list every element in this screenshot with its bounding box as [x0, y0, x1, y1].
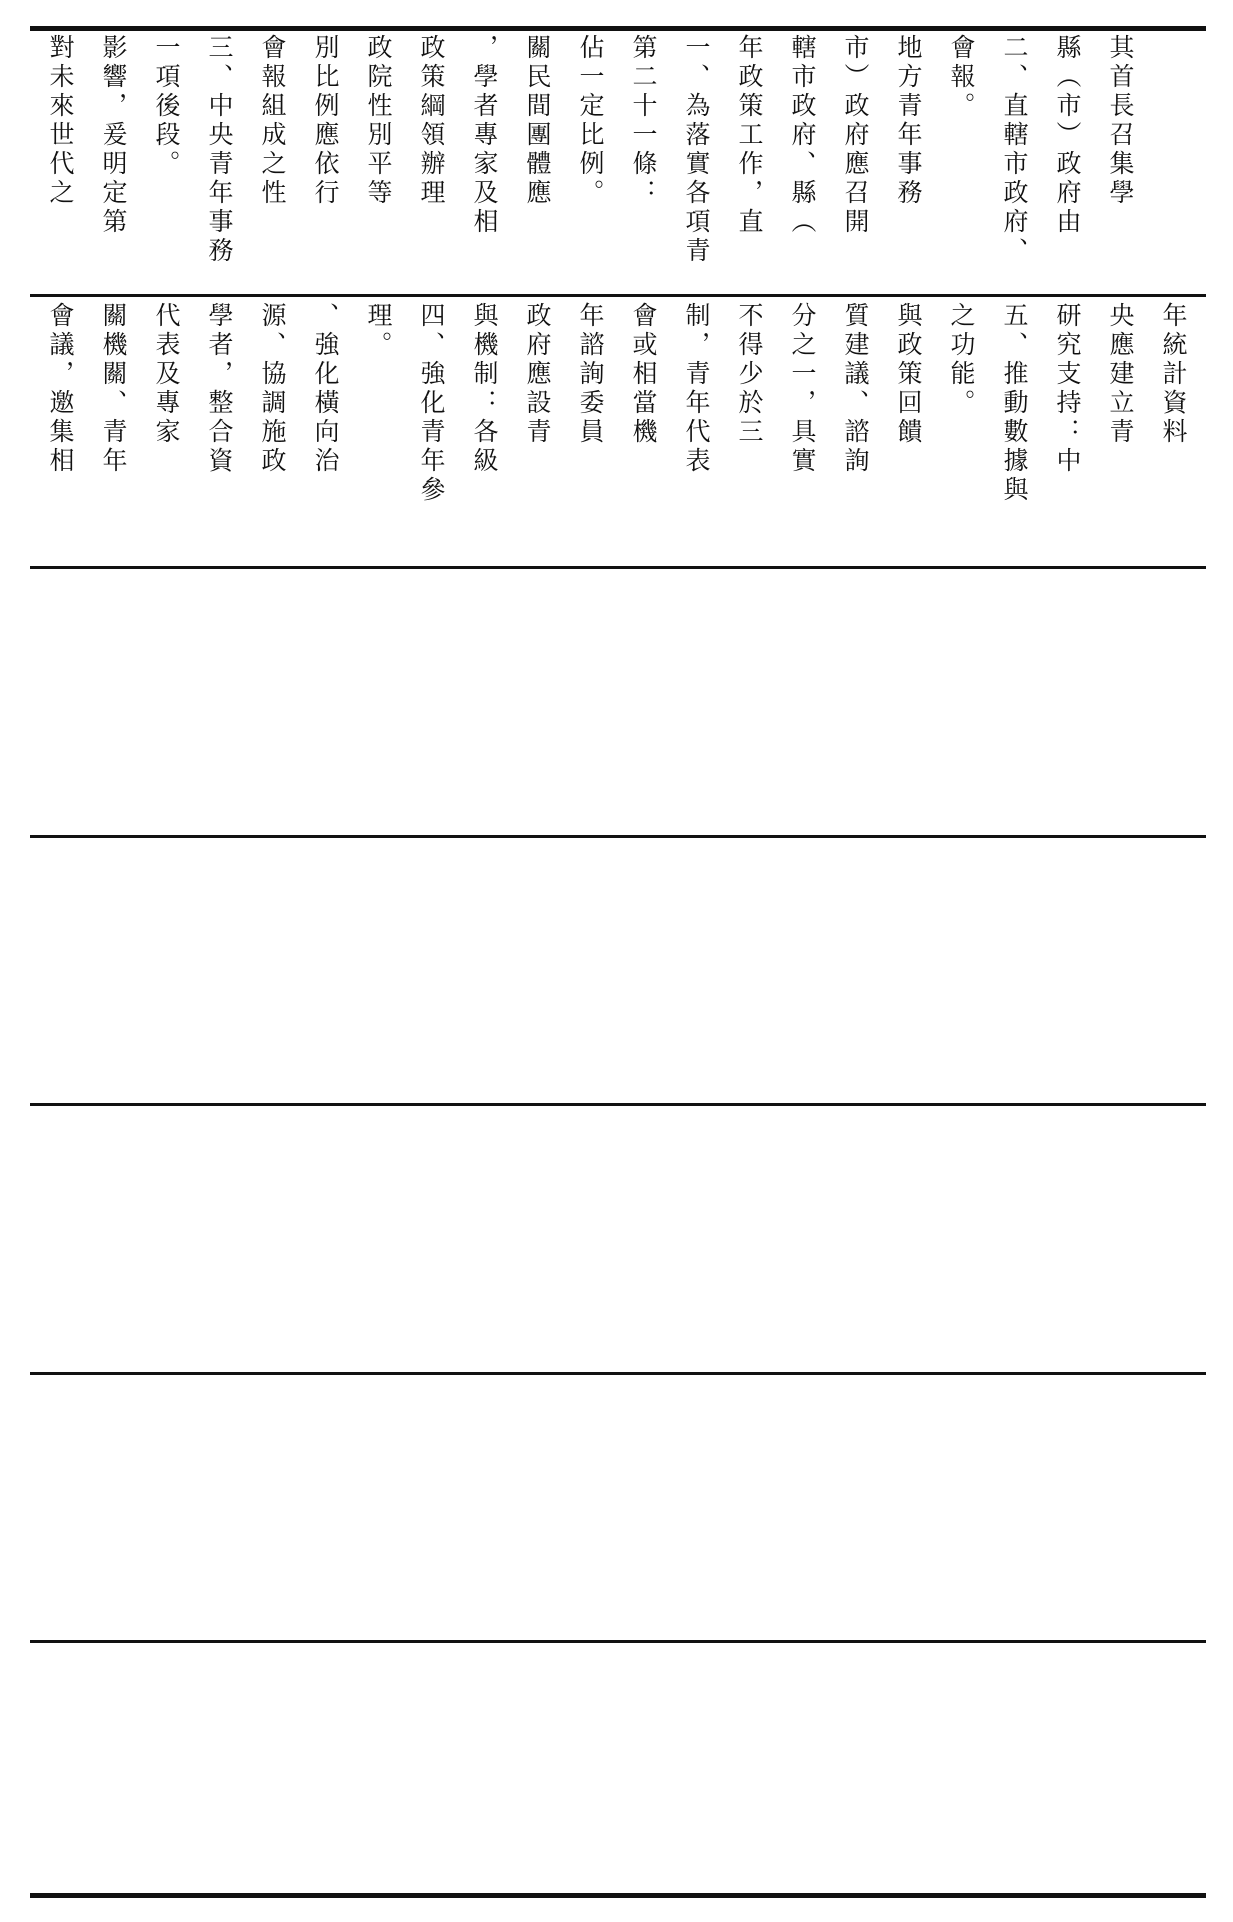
- text-column: 之功能。: [947, 302, 976, 418]
- text-column: 年諮詢委員: [576, 302, 605, 447]
- text-column: 會報。: [947, 34, 976, 121]
- text-column: 分之一，具實: [788, 302, 817, 476]
- text-column: 縣（市）政府由: [1053, 34, 1082, 237]
- text-column: 央應建立青: [1106, 302, 1135, 447]
- text-column: 其首長召集學: [1106, 34, 1135, 208]
- text-column: 代表及專家: [152, 302, 181, 447]
- text-column: 四、強化青年參: [417, 302, 446, 505]
- text-column: 理。: [364, 302, 393, 360]
- text-column: 年統計資料: [1159, 302, 1188, 447]
- text-column: 會或相當機: [629, 302, 658, 447]
- text-column: 五、推動數據與: [1000, 302, 1029, 505]
- text-column: 一、為落實各項青: [682, 34, 711, 266]
- text-column: 地方青年事務: [894, 34, 923, 208]
- divider-rule: [30, 566, 1206, 569]
- divider-rule: [30, 1640, 1206, 1643]
- text-column: 、強化橫向治: [311, 302, 340, 476]
- text-column: 三、中央青年事務: [205, 34, 234, 266]
- text-column: 關機關、青年: [99, 302, 128, 476]
- text-column: 一項後段。: [152, 34, 181, 179]
- text-column: 第二十一條：: [629, 34, 658, 208]
- second-text-section: [40, 302, 1200, 562]
- text-column: 市）政府應召開: [841, 34, 870, 237]
- text-column: 與政策回饋: [894, 302, 923, 447]
- text-column: 二、直轄市政府、: [1000, 34, 1029, 266]
- text-column: 轄市政府、縣（: [788, 34, 817, 237]
- text-column: 影響，爰明定第: [99, 34, 128, 237]
- text-column: 政院性別平等: [364, 34, 393, 208]
- divider-rule: [30, 294, 1206, 297]
- text-column: 會議，邀集相: [46, 302, 75, 476]
- text-column: 會報組成之性: [258, 34, 287, 208]
- text-column: 不得少於三: [735, 302, 764, 447]
- text-column: 政府應設青: [523, 302, 552, 447]
- text-column: 對未來世代之: [46, 34, 75, 208]
- text-column: 關民間團體應: [523, 34, 552, 208]
- text-column: 佔一定比例。: [576, 34, 605, 208]
- text-column: 研究支持：中: [1053, 302, 1082, 476]
- top-text-section: [40, 34, 1200, 284]
- text-column: 源、協調施政: [258, 302, 287, 476]
- text-column: ，學者專家及相: [470, 34, 499, 237]
- text-column: 制，青年代表: [682, 302, 711, 476]
- text-column: 學者，整合資: [205, 302, 234, 476]
- divider-rule: [30, 1103, 1206, 1106]
- top-border-rule: [30, 26, 1206, 31]
- text-column: 別比例應依行: [311, 34, 340, 208]
- text-column: 與機制：各級: [470, 302, 499, 476]
- divider-rule: [30, 1372, 1206, 1375]
- bottom-border-rule: [30, 1893, 1206, 1898]
- text-column: 政策綱領辦理: [417, 34, 446, 208]
- text-column: 質建議、諮詢: [841, 302, 870, 476]
- text-column: 年政策工作，直: [735, 34, 764, 237]
- divider-rule: [30, 835, 1206, 838]
